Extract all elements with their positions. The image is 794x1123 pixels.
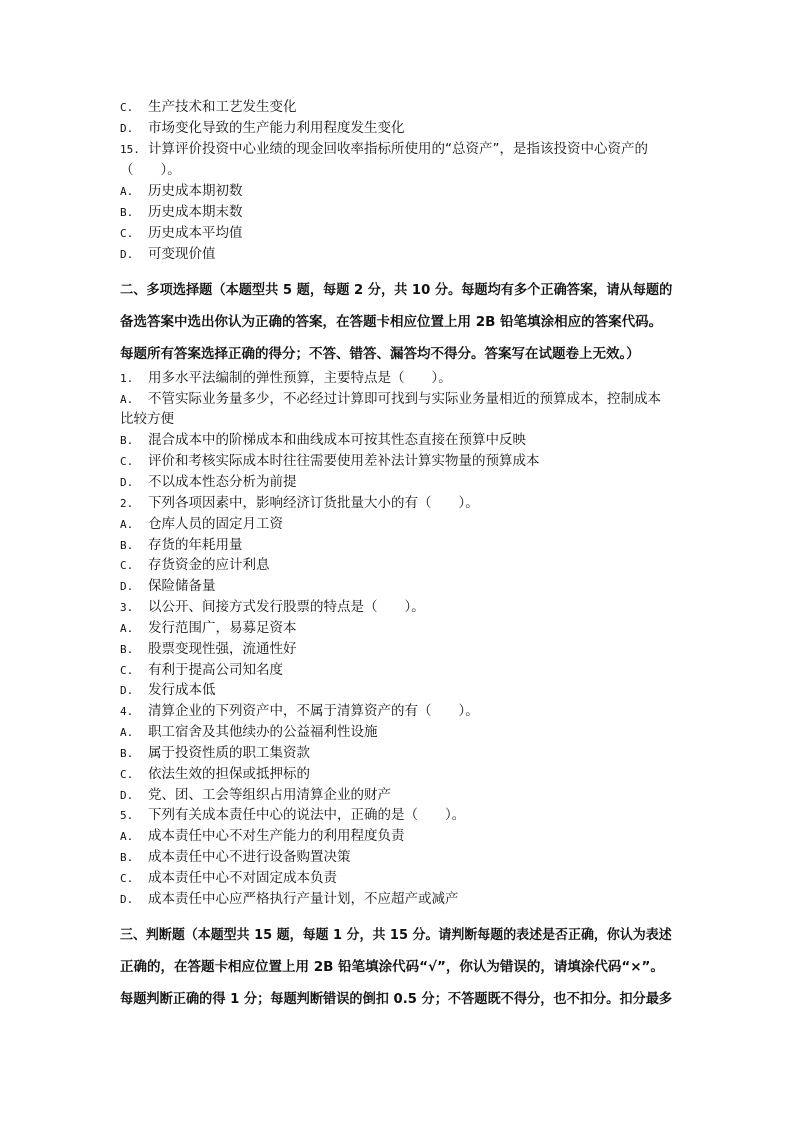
option-mark: C. <box>120 227 134 240</box>
mq3-option-c <box>120 661 283 680</box>
option-mark: D. <box>120 580 134 593</box>
q15-stem <box>120 140 648 159</box>
question-text: 下列有关成本责任中心的说法中，正确的是（ ）。 <box>148 807 466 823</box>
mq1-option-a <box>120 390 661 409</box>
question-text: （ ）。 <box>120 162 181 178</box>
option-text: 发行范围广，易募足资本 <box>148 620 297 636</box>
option-mark: C. <box>120 455 134 468</box>
mq5-option-a <box>120 827 405 846</box>
option-text: 属于投资性质的职工集资款 <box>148 745 310 761</box>
option-mark: C. <box>120 768 134 781</box>
option-mark: A. <box>120 622 134 635</box>
option-mark: A. <box>120 726 134 739</box>
option-mark: B. <box>120 747 134 760</box>
option-text: 党、团、工会等组织占用清算企业的财产 <box>148 787 391 803</box>
mq3-option-a <box>120 619 297 638</box>
mq5-option-b <box>120 848 351 867</box>
option-mark: A. <box>120 393 134 406</box>
question-text: 下列各项因素中，影响经济订货批量大小的有（ ）。 <box>148 495 479 511</box>
option-mark: C. <box>120 101 134 114</box>
q15-option-b <box>120 203 243 222</box>
option-text: 不以成本性态分析为前提 <box>148 474 297 490</box>
mq5-stem <box>120 806 465 825</box>
mq4-stem <box>120 702 479 721</box>
question-number: 1. <box>120 372 134 385</box>
option-text: 发行成本低 <box>148 682 216 698</box>
q14-option-c <box>120 98 297 117</box>
option-mark: C. <box>120 872 134 885</box>
mq1-stem <box>120 369 452 388</box>
q15-stem-continued <box>120 161 181 179</box>
option-text: 成本责任中心不对固定成本负责 <box>148 870 337 886</box>
option-text: 依法生效的担保或抵押标的 <box>148 766 310 782</box>
option-text: 历史成本期初数 <box>148 183 243 199</box>
option-mark: B. <box>120 206 134 219</box>
section3-heading-line1: 三、判断题（本题型共 15 题，每题 1 分，共 15 分。请判断每题的表述是否正确，你认为表述 <box>120 927 672 943</box>
question-number: 4. <box>120 705 134 718</box>
option-text: 历史成本期末数 <box>148 204 243 220</box>
option-text: 成本责任中心应严格执行产量计划，不应超产或减产 <box>148 891 459 907</box>
option-mark: D. <box>120 684 134 697</box>
option-mark: C. <box>120 559 134 572</box>
option-text: 市场变化导致的生产能力利用程度发生变化 <box>148 120 405 136</box>
option-text: 评价和考核实际成本时往往需要使用差补法计算实物量的预算成本 <box>148 453 540 469</box>
option-mark: A. <box>120 518 134 531</box>
mq4-option-a <box>120 723 378 742</box>
option-text: 股票变现性强，流通性好 <box>148 641 297 657</box>
option-mark: B. <box>120 851 134 864</box>
question-text: 以公开、间接方式发行股票的特点是（ ）。 <box>148 599 425 615</box>
q15-option-a <box>120 182 243 201</box>
option-text: 不管实际业务量多少，不必经过计算即可找到与实际业务量相近的预算成本，控制成本 <box>148 391 661 407</box>
mq2-option-a <box>120 515 283 534</box>
option-text: 历史成本平均值 <box>148 225 243 241</box>
option-text: 存货的年耗用量 <box>148 537 243 553</box>
mq2-option-b <box>120 536 243 555</box>
mq2-option-c <box>120 556 270 575</box>
option-mark: D. <box>120 476 134 489</box>
option-mark: D. <box>120 789 134 802</box>
option-text: 保险储备量 <box>148 578 216 594</box>
mq2-stem <box>120 494 479 513</box>
mq4-option-c <box>120 765 310 784</box>
option-mark: D. <box>120 122 134 135</box>
question-text: 用多水平法编制的弹性预算，主要特点是（ ）。 <box>148 370 452 386</box>
q15-option-c <box>120 224 243 243</box>
option-text: 仓库人员的固定月工资 <box>148 516 283 532</box>
question-number: 15. <box>120 143 140 156</box>
mq3-option-d <box>120 681 216 700</box>
option-text: 职工宿舍及其他续办的公益福利性设施 <box>148 724 378 740</box>
mq2-option-d <box>120 577 216 596</box>
option-mark: B. <box>120 539 134 552</box>
mq5-option-c <box>120 869 337 888</box>
mq4-option-d <box>120 786 391 805</box>
option-mark: B. <box>120 434 134 447</box>
option-mark: C. <box>120 664 134 677</box>
mq1-option-b <box>120 431 526 450</box>
mq3-stem <box>120 598 425 617</box>
question-text: 计算评价投资中心业绩的现金回收率指标所使用的“总资产”，是指该投资中心资产的 <box>148 141 648 157</box>
section3-heading-line3: 每题判断正确的得 1 分；每题判断错误的倒扣 0.5 分；不答题既不得分，也不扣分。扣分最多 <box>120 991 673 1007</box>
question-number: 2. <box>120 497 134 510</box>
option-text: 存货资金的应计利息 <box>148 557 270 573</box>
mq4-option-b <box>120 744 310 763</box>
option-mark: A. <box>120 185 134 198</box>
section2-heading-line2: 备选答案中选出你认为正确的答案，在答题卡相应位置上用 2B 铅笔填涂相应的答案代码。 <box>120 314 663 330</box>
option-text: 混合成本中的阶梯成本和曲线成本可按其性态直接在预算中反映 <box>148 432 526 448</box>
option-text: 可变现价值 <box>148 246 216 262</box>
mq3-option-b <box>120 640 297 659</box>
option-text: 成本责任中心不进行设备购置决策 <box>148 849 351 865</box>
option-mark: A. <box>120 830 134 843</box>
mq1-option-d <box>120 473 297 492</box>
option-mark: D. <box>120 248 134 261</box>
section2-heading-line3: 每题所有答案选择正确的得分；不答、错答、漏答均不得分。答案写在试题卷上无效。） <box>120 346 640 362</box>
question-number: 3. <box>120 601 134 614</box>
option-mark: B. <box>120 643 134 656</box>
section2-heading-line1: 二、多项选择题（本题型共 5 题，每题 2 分，共 10 分。每题均有多个正确答案，请从每题的 <box>120 282 673 298</box>
mq1-option-c <box>120 452 540 471</box>
option-text: 比较方便 <box>120 411 174 427</box>
section3-heading-line2: 正确的，在答题卡相应位置上用 2B 铅笔填涂代码“√”，你认为错误的，请填涂代码“×”。 <box>120 959 664 975</box>
q14-option-d <box>120 119 405 138</box>
mq1-option-a-continued <box>120 410 174 428</box>
option-mark: D. <box>120 893 134 906</box>
option-text: 有利于提高公司知名度 <box>148 662 283 678</box>
q15-option-d <box>120 245 216 264</box>
question-number: 5. <box>120 809 134 822</box>
question-text: 清算企业的下列资产中，不属于清算资产的有（ ）。 <box>148 703 479 719</box>
option-text: 生产技术和工艺发生变化 <box>148 99 297 115</box>
mq5-option-d <box>120 890 459 909</box>
option-text: 成本责任中心不对生产能力的利用程度负责 <box>148 828 405 844</box>
